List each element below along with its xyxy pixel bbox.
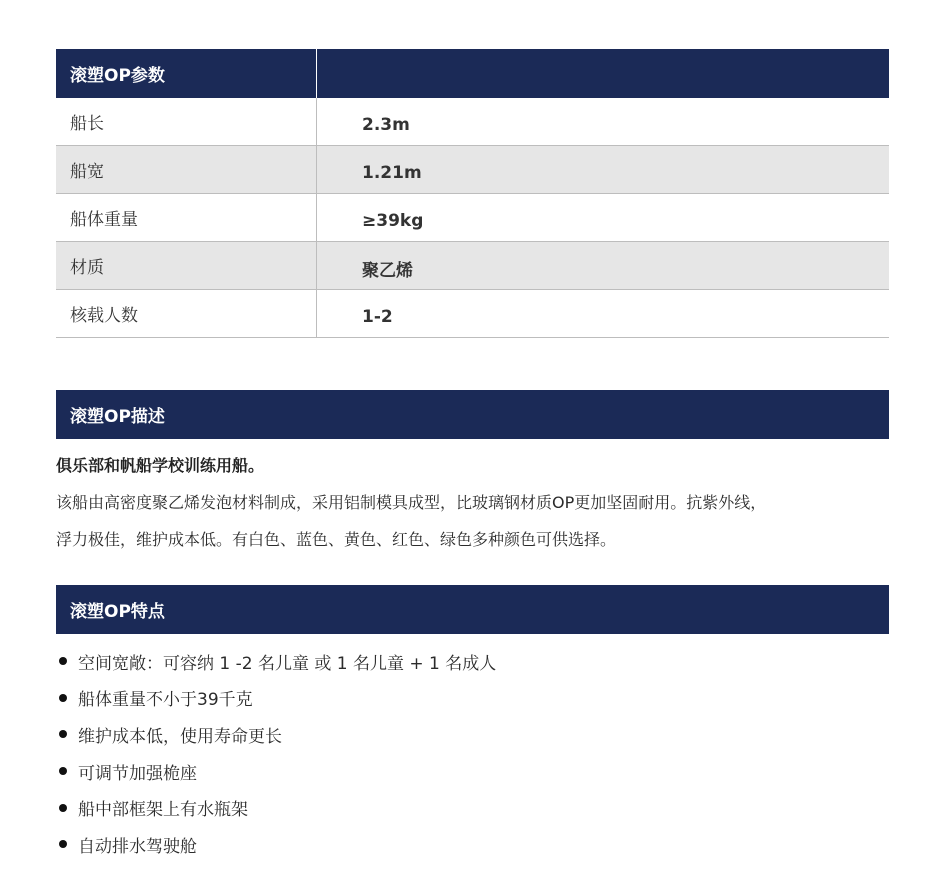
description-section <box>56 390 889 558</box>
list-item <box>56 643 889 680</box>
list-item <box>56 680 889 717</box>
spec-table-title: 滚塑OP参数 <box>56 49 317 98</box>
row-value: 2.3m <box>362 114 410 135</box>
bullet-icon <box>59 694 67 702</box>
spec-table-header <box>56 49 889 98</box>
feature-text: 船体重量不小于39千克 <box>78 690 253 711</box>
spec-table-header-empty <box>317 49 889 98</box>
row-value: 1-2 <box>362 306 393 327</box>
list-item <box>56 716 889 753</box>
bullet-icon <box>59 657 67 665</box>
row-label: 船宽 <box>56 146 317 193</box>
feature-text: 空间宽敞：可容纳 1 -2 名儿童 或 1 名儿童 + 1 名成人 <box>78 653 497 674</box>
spec-table <box>56 49 889 338</box>
features-section <box>56 585 889 863</box>
description-line: 该船由高密度聚乙烯发泡材料制成，采用铝制模具成型，比玻璃钢材质OP更加坚固耐用。抗紫外线， <box>56 493 767 512</box>
list-item <box>56 789 889 826</box>
row-label: 船长 <box>56 98 317 145</box>
row-value: ≥39kg <box>362 210 424 231</box>
table-row <box>56 98 889 146</box>
feature-text: 维护成本低，使用寿命更长 <box>78 726 282 747</box>
features-list <box>56 643 889 863</box>
row-label: 船体重量 <box>56 194 317 241</box>
row-label: 核载人数 <box>56 290 317 337</box>
table-row <box>56 242 889 290</box>
bullet-icon <box>59 840 67 848</box>
row-value: 1.21m <box>362 162 422 183</box>
description-line: 浮力极佳，维护成本低。有白色、蓝色、黄色、红色、绿色多种颜色可供选择。 <box>56 530 617 549</box>
description-header: 滚塑OP描述 <box>56 390 889 439</box>
bullet-icon <box>59 730 67 738</box>
table-row <box>56 194 889 242</box>
description-text <box>56 484 889 558</box>
feature-text: 自动排水驾驶舱 <box>78 836 197 857</box>
features-header: 滚塑OP特点 <box>56 585 889 634</box>
description-title: 俱乐部和帆船学校训练用船。 <box>56 456 265 475</box>
row-value: 聚乙烯 <box>362 261 413 281</box>
table-row <box>56 290 889 338</box>
list-item <box>56 826 889 863</box>
feature-text: 可调节加强桅座 <box>78 763 197 784</box>
row-label: 材质 <box>56 242 317 289</box>
feature-text: 船中部框架上有水瓶架 <box>78 800 248 821</box>
table-row <box>56 146 889 194</box>
list-item <box>56 753 889 790</box>
bullet-icon <box>59 804 67 812</box>
bullet-icon <box>59 767 67 775</box>
